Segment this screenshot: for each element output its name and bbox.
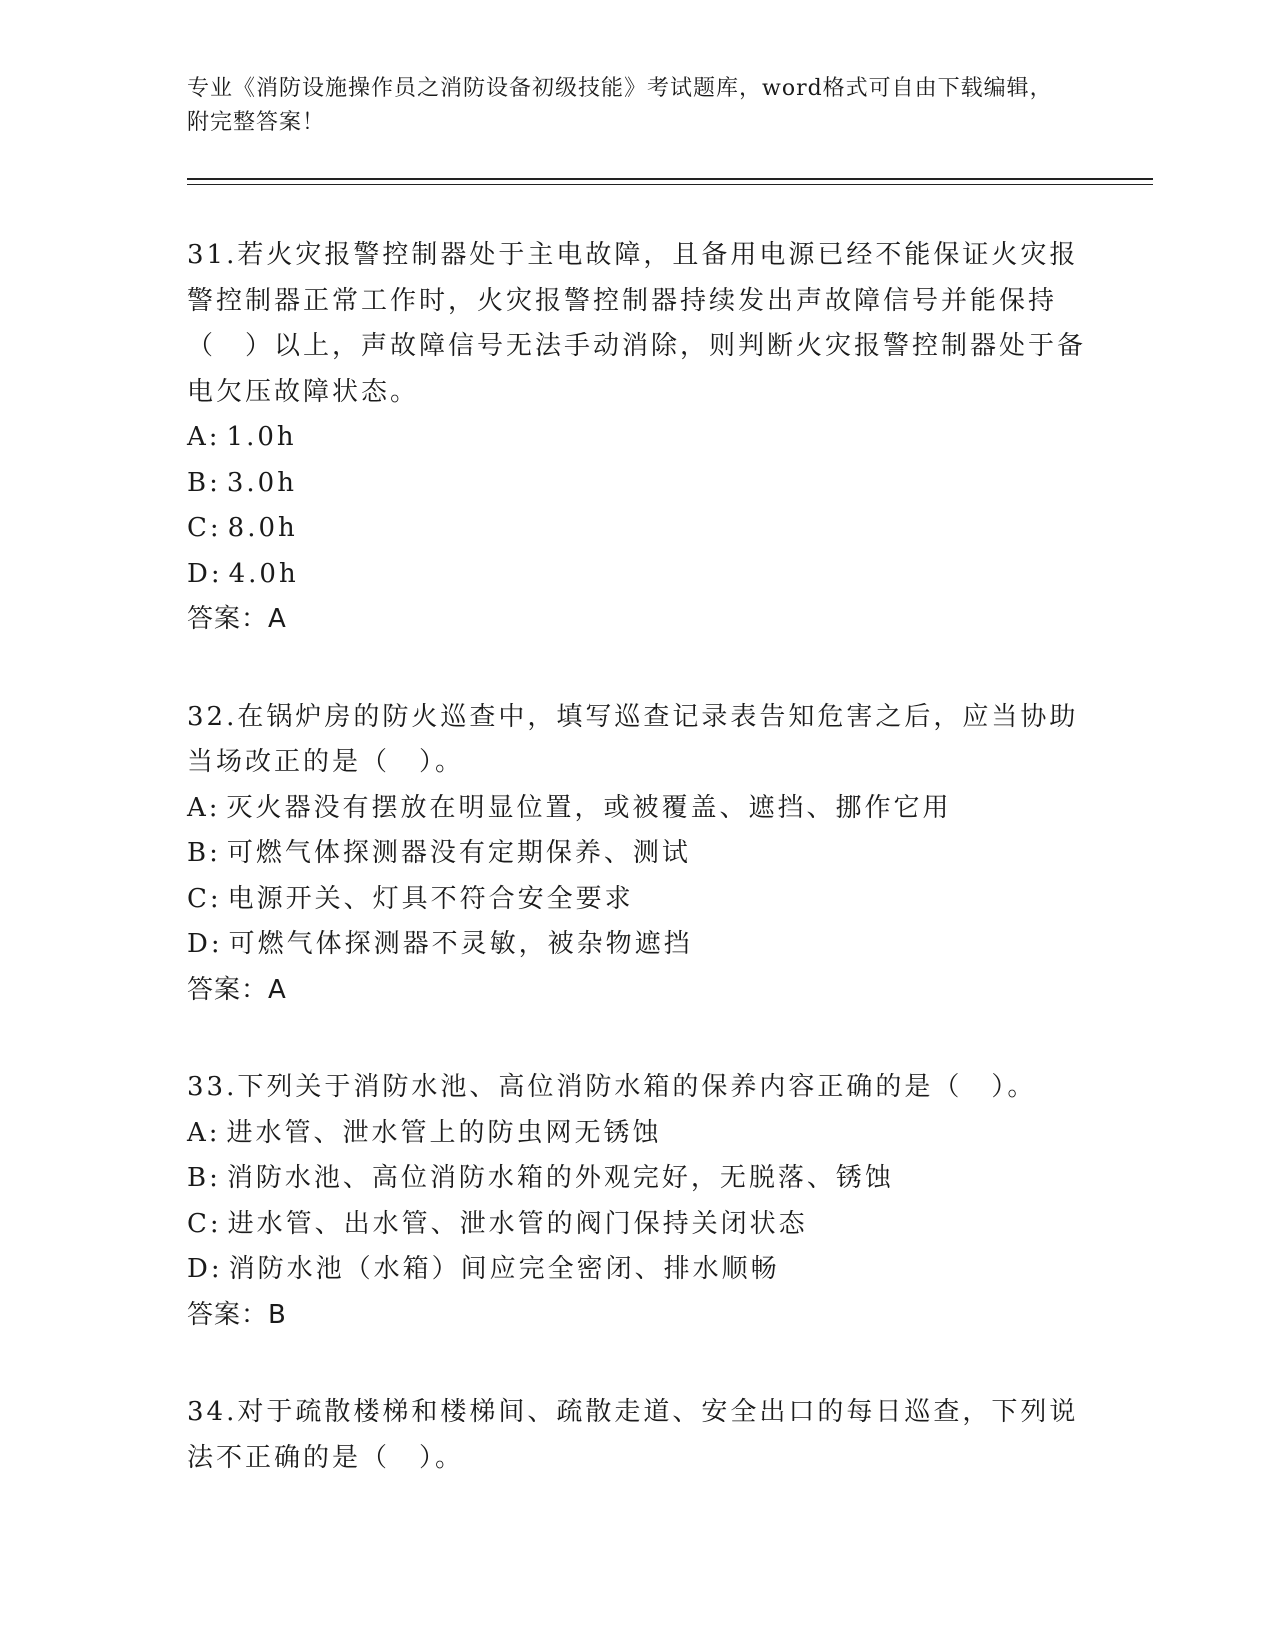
option-c [187,1202,1087,1248]
question-stem [187,1390,1087,1481]
option-text: 3.0h [226,467,297,498]
header-divider [187,178,1153,180]
option-key: D: [187,929,223,959]
header-divider-thin [187,184,1153,185]
option-key: B: [187,838,221,868]
option-key: D: [187,1254,223,1284]
option-c [187,877,1087,923]
option-text: 可燃气体探测器没有定期保养、测试 [226,838,691,868]
option-d [187,1247,1087,1293]
option-b [187,461,1087,507]
question-number: 31. [187,240,238,270]
question-stem [187,695,1087,786]
question-stem [187,233,1087,415]
option-key: C: [187,1208,222,1239]
question-text: 在锅炉房的防火巡查中，填写巡查记录表告知危害之后，应当协助当场改正的是（ ）。 [187,701,1079,777]
option-text: 4.0h [228,558,299,589]
question-32 [187,695,1087,1014]
option-key: B: [187,467,221,498]
option-text: 可燃气体探测器不灵敏，被杂物遮挡 [228,929,693,959]
option-key: D: [187,558,223,589]
question-text: 对于疏散楼梯和楼梯间、疏散走道、安全出口的每日巡查，下列说法不正确的是（ ）。 [187,1397,1079,1473]
question-34 [187,1390,1087,1481]
option-key: A: [187,792,221,823]
option-key: A: [187,422,221,452]
option-d [187,552,1087,598]
option-text: 灭火器没有摆放在明显位置，或被覆盖、遮挡、挪作它用 [226,792,952,823]
option-text: 消防水池、高位消防水箱的外观完好，无脱落、锈蚀 [226,1163,894,1193]
question-text: 下列关于消防水池、高位消防水箱的保养内容正确的是（ ）。 [237,1072,1037,1102]
option-text: 消防水池（水箱）间应完全密闭、排水顺畅 [228,1254,780,1284]
question-number: 34. [187,1397,238,1427]
answer: 答案：B [187,1299,287,1330]
question-list [187,233,1087,1533]
option-text: 进水管、泄水管上的防虫网无锈蚀 [226,1117,662,1148]
option-key: A: [187,1117,221,1148]
option-text: 1.0h [226,422,297,452]
question-31 [187,233,1087,643]
option-key: B: [187,1163,221,1193]
option-text: 进水管、出水管、泄水管的阀门保持关闭状态 [227,1208,808,1239]
option-d [187,922,1087,968]
option-a [187,786,1087,832]
option-a [187,1111,1087,1157]
question-number: 32. [187,701,238,732]
option-b [187,831,1087,877]
option-key: C: [187,883,222,914]
option-text: 电源开关、灯具不符合安全要求 [227,883,634,914]
option-a [187,415,1087,461]
option-key: C: [187,513,222,543]
answer: 答案：A [187,974,287,1005]
question-stem [187,1065,1087,1111]
question-number: 33. [187,1072,238,1102]
option-b [187,1156,1087,1202]
option-text: 8.0h [227,513,298,543]
option-c [187,506,1087,552]
question-text: 若火灾报警控制器处于主电故障，且备用电源已经不能保证火灾报警控制器正常工作时，火灾报警控制器持续发出声故障信号并能保持（ ）以上，声故障信号无法手动消除，则判断火灾报警控制器处于备电欠压故障状态。 [187,240,1087,407]
page-header: 专业《消防设施操作员之消防设备初级技能》考试题库，word格式可自由下载编辑，附完整答案！ [187,76,1053,135]
question-33 [187,1065,1087,1338]
answer: 答案：A [187,604,287,634]
